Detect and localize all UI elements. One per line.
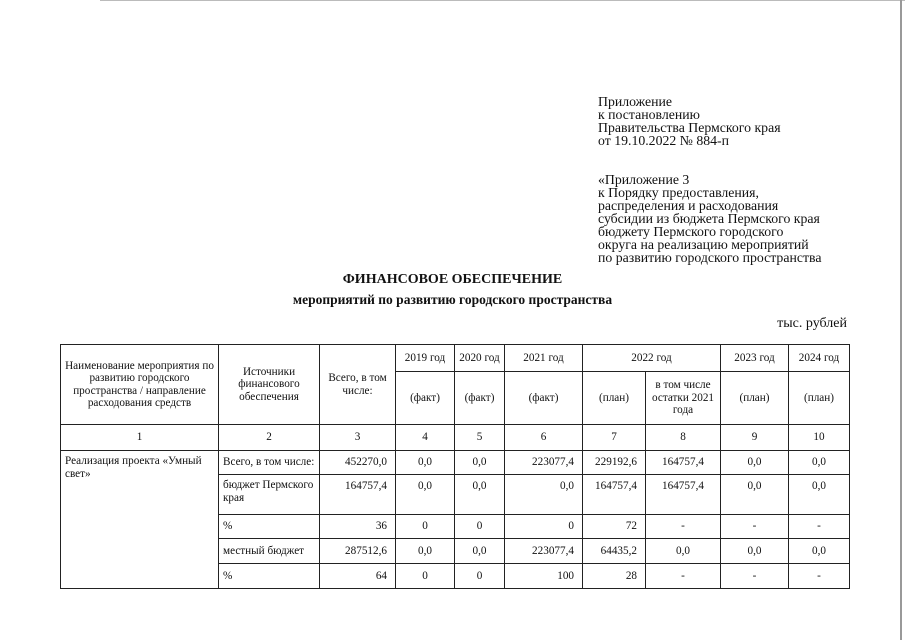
value-2021: 223077,4	[505, 451, 583, 475]
header-event-name: Наименование мероприятия по развитию городского пространства / направление расходования средств	[61, 345, 219, 425]
appendix-line: к постановлению	[598, 107, 700, 122]
scan-right-edge	[900, 0, 902, 640]
value-2022-plan: 72	[583, 515, 646, 539]
header-total: Всего, в том числе:	[320, 345, 396, 425]
value-2019: 0,0	[396, 451, 455, 475]
header-sources: Источники финансового обеспечения	[219, 345, 320, 425]
value-2024: -	[789, 515, 850, 539]
header-2020: 2020 год	[455, 345, 505, 372]
header-2021: 2021 год	[505, 345, 583, 372]
value-2024: -	[789, 564, 850, 589]
column-number: 8	[646, 425, 721, 451]
value-2021: 0,0	[505, 475, 583, 515]
total-cell: 164757,4	[320, 475, 396, 515]
value-2023: 0,0	[721, 475, 789, 515]
header-2022-remains: в том числе остатки 2021 года	[646, 372, 721, 425]
total-cell: 452270,0	[320, 451, 396, 475]
header-2023: 2023 год	[721, 345, 789, 372]
source-cell: %	[219, 515, 320, 539]
appendix3-line: «Приложение 3	[598, 172, 690, 187]
appendix3-line: распределения и расходования	[598, 198, 779, 213]
value-2021: 223077,4	[505, 539, 583, 564]
value-2022-remains: 164757,4	[646, 475, 721, 515]
total-cell: 64	[320, 564, 396, 589]
value-2019: 0	[396, 515, 455, 539]
value-2021: 0	[505, 515, 583, 539]
value-2020: 0	[455, 515, 505, 539]
value-2019: 0	[396, 564, 455, 589]
header-2022-plan: (план)	[583, 372, 646, 425]
document-title: ФИНАНСОВОЕ ОБЕСПЕЧЕНИЕ	[342, 272, 563, 287]
value-2022-plan: 164757,4	[583, 475, 646, 515]
appendix-line: Правительства Пермского края	[598, 120, 781, 135]
appendix3-line: к Порядку предоставления,	[598, 185, 759, 200]
column-number: 4	[396, 425, 455, 451]
column-number: 3	[320, 425, 396, 451]
column-number: 9	[721, 425, 789, 451]
appendix3-line: бюджету Пермского городского	[598, 224, 784, 239]
value-2024: 0,0	[789, 451, 850, 475]
value-2020: 0,0	[455, 451, 505, 475]
value-2023: 0,0	[721, 451, 789, 475]
header-2024: 2024 год	[789, 345, 850, 372]
value-2020: 0	[455, 564, 505, 589]
value-2022-remains: 164757,4	[646, 451, 721, 475]
appendix-line: от 19.10.2022 № 884-п	[598, 133, 730, 148]
value-2024: 0,0	[789, 539, 850, 564]
header-2019: 2019 год	[396, 345, 455, 372]
appendix3-line: по развитию городского пространства	[598, 250, 822, 265]
numbering-row	[61, 425, 850, 451]
column-number: 10	[789, 425, 850, 451]
value-2023: -	[721, 564, 789, 589]
source-cell: местный бюджет	[219, 539, 320, 564]
column-number: 6	[505, 425, 583, 451]
source-cell: %	[219, 564, 320, 589]
header-2020-fact: (факт)	[455, 372, 505, 425]
value-2022-remains: -	[646, 564, 721, 589]
value-2020: 0,0	[455, 539, 505, 564]
document-subtitle: мероприятий по развитию городского пространства	[292, 292, 613, 307]
funding-table	[60, 344, 850, 589]
column-number: 1	[61, 425, 219, 451]
column-number: 2	[219, 425, 320, 451]
value-2022-plan: 64435,2	[583, 539, 646, 564]
header-row	[61, 345, 850, 372]
value-2023: -	[721, 515, 789, 539]
value-2023: 0,0	[721, 539, 789, 564]
header-2022: 2022 год	[583, 345, 721, 372]
value-2022-plan: 229192,6	[583, 451, 646, 475]
total-cell: 287512,6	[320, 539, 396, 564]
value-2019: 0,0	[396, 475, 455, 515]
header-2023-plan: (план)	[721, 372, 789, 425]
appendix-line: Приложение	[598, 94, 673, 109]
appendix3-line: субсидии из бюджета Пермского края	[598, 211, 820, 226]
appendix3-block	[598, 173, 821, 264]
header-2024-plan: (план)	[789, 372, 850, 425]
value-2022-remains: 0,0	[646, 539, 721, 564]
value-2020: 0,0	[455, 475, 505, 515]
column-number: 7	[583, 425, 646, 451]
source-cell: бюджет Пермского края	[219, 475, 320, 515]
table-row	[61, 451, 850, 475]
appendix-block	[598, 95, 781, 147]
appendix3-line: округа на реализацию мероприятий	[598, 237, 809, 252]
header-2021-fact: (факт)	[505, 372, 583, 425]
column-number: 5	[455, 425, 505, 451]
value-2022-remains: -	[646, 515, 721, 539]
value-2021: 100	[505, 564, 583, 589]
source-cell: Всего, в том числе:	[219, 451, 320, 475]
header-2019-fact: (факт)	[396, 372, 455, 425]
units-label: тыс. рублей	[777, 316, 847, 331]
scan-top-edge	[100, 0, 905, 1]
value-2019: 0,0	[396, 539, 455, 564]
value-2024: 0,0	[789, 475, 850, 515]
total-cell: 36	[320, 515, 396, 539]
project-name: Реализация проекта «Умный свет»	[61, 451, 219, 589]
value-2022-plan: 28	[583, 564, 646, 589]
